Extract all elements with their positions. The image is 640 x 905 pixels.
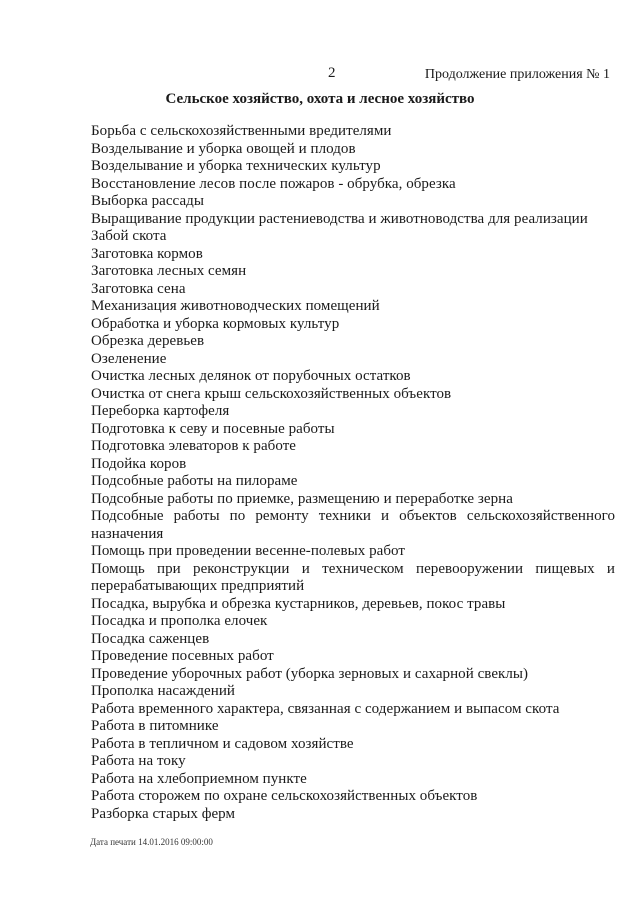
list-item: Проведение уборочных работ (уборка зерновых и сахарной свеклы): [91, 665, 529, 682]
list-item: Возделывание и уборка технических культур: [91, 158, 381, 174]
list-item: Работа сторожем по охране сельскохозяйственных объектов: [91, 788, 478, 804]
list-item: Подойка коров: [91, 455, 187, 472]
list-item: Забой скота: [91, 228, 167, 244]
list-item: Заготовка лесных семян: [91, 263, 247, 279]
list-item: Борьба с сельскохозяйственными вредителями: [91, 123, 392, 139]
list-item: Помощь при проведении весенне-полевых работ: [91, 543, 406, 559]
list-item: Выборка рассады: [91, 193, 204, 209]
list-item: Работа на хлебоприемном пункте: [91, 770, 307, 787]
activity-list: [91, 123, 615, 823]
list-item: Подсобные работы по приемке, размещению и переработке зерна: [91, 490, 513, 507]
list-item: Посадка и прополка елочек: [91, 613, 268, 629]
list-item: Озеленение: [91, 350, 167, 367]
list-item: Работа в тепличном и садовом хозяйстве: [91, 735, 354, 752]
list-item: Проведение посевных работ: [91, 648, 274, 664]
list-item: Подсобные работы по ремонту техники и объектов сельскохозяйственного назначения: [91, 508, 615, 542]
list-item: Обрезка деревьев: [91, 333, 205, 349]
print-date-footer: Дата печати 14.01.2016 09:00:00: [90, 837, 213, 847]
list-item: Обработка и уборка кормовых культур: [91, 315, 340, 332]
list-item: Работа временного характера, связанная с содержанием и выпасом скота: [91, 700, 560, 717]
list-item: Переборка картофеля: [91, 403, 230, 419]
list-item: Прополка насаждений: [91, 683, 235, 699]
list-item: Выращивание продукции растениеводства и животноводства для реализации: [91, 210, 588, 227]
list-item: Очистка лесных делянок от порубочных остатков: [91, 368, 411, 384]
list-item: Разборка старых ферм: [91, 805, 236, 822]
list-item: Возделывание и уборка овощей и плодов: [91, 140, 356, 157]
list-item: Посадка, вырубка и обрезка кустарников, деревьев, покос травы: [91, 595, 506, 612]
list-item: Очистка от снега крыш сельскохозяйственных объектов: [91, 385, 452, 402]
section-title: Сельское хозяйство, охота и лесное хозяйство: [165, 91, 475, 107]
list-item: Заготовка сена: [91, 280, 186, 297]
list-item: Подсобные работы на пилораме: [91, 473, 298, 489]
list-item: Работа на току: [91, 753, 186, 769]
list-item: Посадка саженцев: [91, 630, 210, 647]
list-item: Подготовка к севу и посевные работы: [91, 420, 335, 437]
list-item: Механизация животноводческих помещений: [91, 298, 380, 314]
appendix-continuation-label: Продолжение приложения № 1: [424, 67, 610, 82]
list-item: Восстановление лесов после пожаров - обрубка, обрезка: [91, 175, 456, 192]
list-item: Работа в питомнике: [91, 718, 219, 734]
list-item: Помощь при реконструкции и техническом перевооружении пищевых и перерабатывающих предприятий: [91, 560, 615, 594]
list-item: Заготовка кормов: [91, 245, 203, 262]
page-number: 2: [328, 65, 336, 81]
list-item: Подготовка элеваторов к работе: [91, 438, 297, 454]
